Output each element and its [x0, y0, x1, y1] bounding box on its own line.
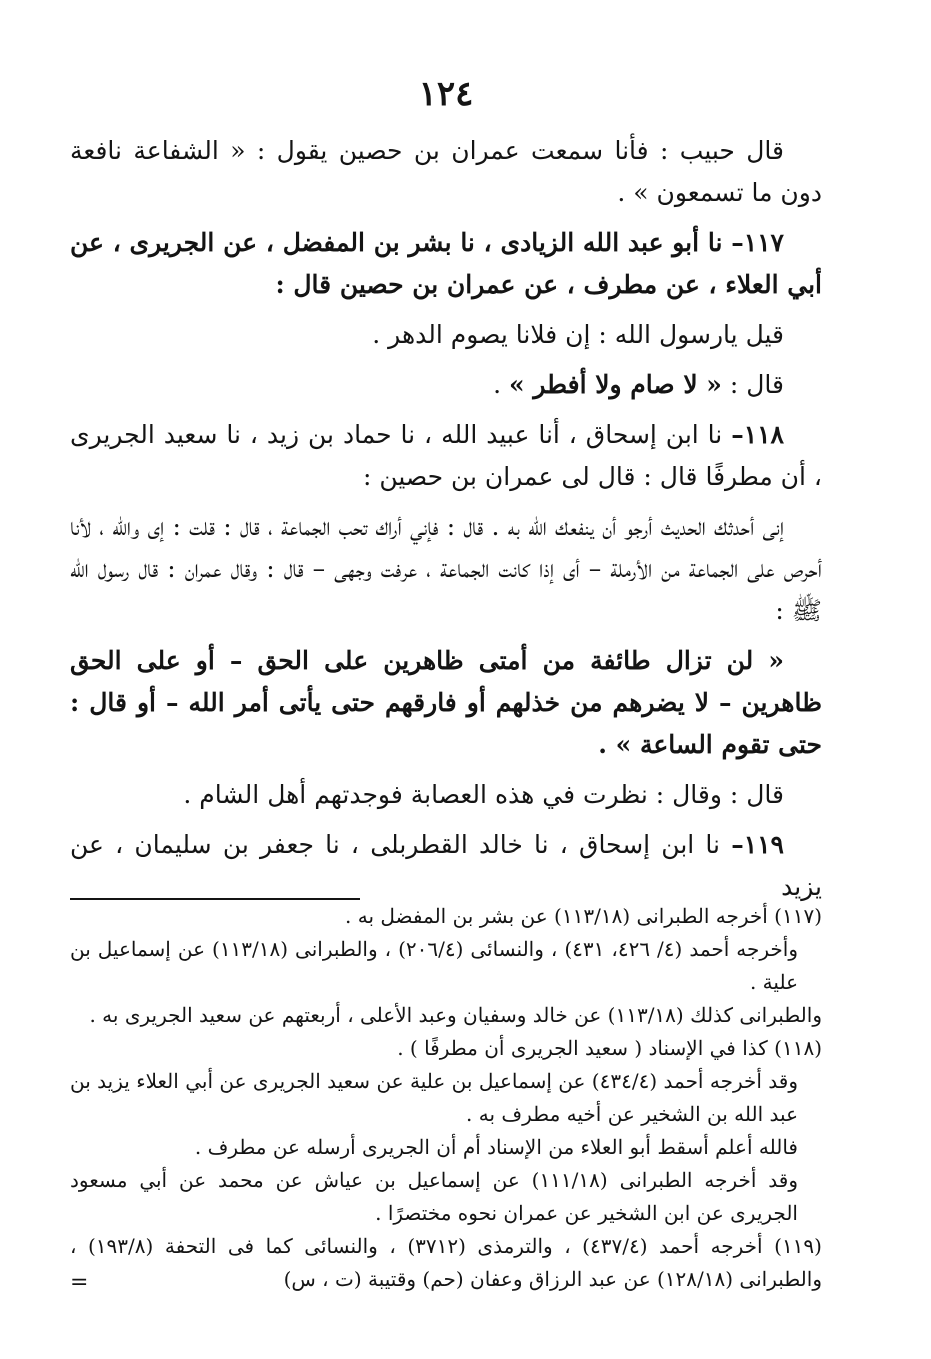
hadith-number: ١١٨–	[731, 420, 784, 449]
footnote-line: وقد أخرجه الطبرانى (١١١/١٨) عن إسماعيل بن عياش عن محمد عن أبي مسعود الجريرى عن ابن الشخير عن عمران نحوه مختصرًا .	[70, 1168, 798, 1225]
paragraph-answer	[70, 364, 822, 406]
footnote-line: (١١٩) أخرجه أحمد (٤٣٧/٤) ، والترمذى (٣٧١٢) ، والنسائى كما فى التحفة (١٩٣/٨) ، والطبرانى (١٢٨/١٨) عن عبد الرزاق وعفان (حم) وقتيبة (ت ، س)	[70, 1234, 822, 1291]
footnote-line: (١١٧) أخرجه الطبرانى (١١٣/١٨) عن بشر بن المفضل به .	[345, 904, 822, 928]
answer-prefix: قال :	[721, 370, 784, 399]
footnotes	[70, 890, 822, 1296]
hadith-117	[70, 222, 822, 306]
hadith-chain: نا أبو عبد الله الزيادى ، نا بشر بن المفضل ، عن الجريرى ، عن أبي العلاء ، عن مطرف ، عن عمران بن حصين قال :	[70, 228, 822, 299]
answer-suffix: .	[493, 370, 510, 399]
footnote-line: والطبرانى كذلك (١١٣/١٨) عن خالد وسفيان وعبد الأعلى ، أربعتهم عن سعيد الجريرى به .	[89, 1003, 822, 1027]
paragraph-question: قيل يارسول الله : إن فلانا يصوم الدهر .	[372, 320, 784, 349]
footnote-line: وأخرجه أحمد (٤/ ٤٢٦، ٤٣١) ، والنسائى (٢٠٦/٤) ، والطبرانى (١١٣/١٨) عن إسماعيل بن علية .	[70, 937, 799, 994]
hadith-number: ١١٩–	[731, 830, 784, 859]
footnote-line: (١١٨) كذا في الإسناد ( سعيد الجريرى أن مطرفًا ) .	[397, 1036, 822, 1060]
hadith-quote: « لن تزال طائفة من أمتى ظاهرين على الحق – أو على الحق ظاهرين – لا يضرهم من خذلهم أو فارقهم حتى يأتى أمر الله – أو قال : حتى تقوم الساعة » .	[70, 646, 822, 759]
hadith-chain: نا ابن إسحاق ، نا خالد القطربلى ، نا جعفر بن سليمان ، عن يزيد	[70, 830, 822, 901]
page-number: ١٢٤	[418, 74, 474, 114]
footnote-line: وقد أخرجه أحمد (٤٣٤/٤) عن إسماعيل بن علية عن سعيد الجريرى عن أبي العلاء يزيد بن عبد الله بن الشخير عن أخيه مطرف به .	[70, 1069, 798, 1126]
hadith-number: ١١٧–	[731, 228, 784, 257]
continuation-mark: =	[70, 1270, 89, 1295]
answer-quote: « لا صام ولا أفطر »	[509, 370, 722, 399]
book-page	[70, 0, 822, 1359]
paragraph-1: قال حبيب : فأنا سمعت عمران بن حصين يقول : « الشفاعة نافعة دون ما تسمعون » .	[70, 136, 822, 207]
paragraph-narration: إنى أحدثك الحديث أرجو أن ينفعك الله به . قال : فإني أراك تحب الجماعة ، قال : قلت : إى والله ، لأنا أحرص على الجماعة من الأرملة – أى إذا كانت الجماعة ، عرفت وجهى – قال : وقال عمران : قال رسول الله ﷺ :	[70, 512, 822, 625]
main-text	[70, 130, 822, 916]
footnote-line: فالله أعلم أسقط أبو العلاء من الإسناد أم أن الجريرى أرسله عن مطرف .	[194, 1135, 798, 1159]
paragraph-sham: قال : وقال : نظرت في هذه العصابة فوجدتهم أهل الشام .	[183, 780, 784, 809]
hadith-118	[70, 414, 822, 498]
hadith-chain: نا ابن إسحاق ، أنا عبيد الله ، نا حماد بن زيد ، نا سعيد الجريرى ، أن مطرفًا قال : قال لى عمران بن حصين :	[70, 420, 822, 491]
